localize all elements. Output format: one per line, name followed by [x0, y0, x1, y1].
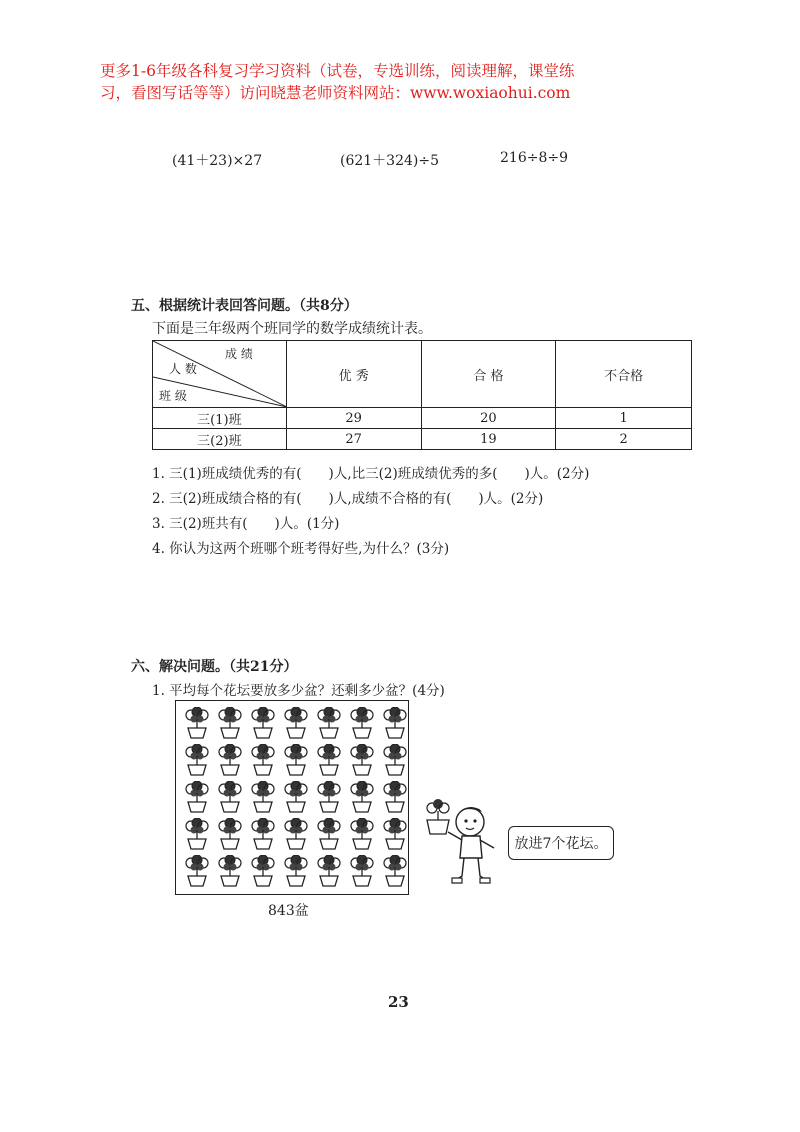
- potted-flower-icon: [347, 818, 377, 851]
- potted-flower-icon: [248, 781, 278, 814]
- potted-flower-icon: [248, 855, 278, 888]
- garden-caption: 843盆: [268, 903, 309, 919]
- potted-flower-icon: [380, 781, 410, 814]
- score-stats-table: [152, 340, 692, 450]
- potted-flower-icon: [215, 707, 245, 740]
- potted-flower-icon: [248, 818, 278, 851]
- potted-flower-icon: [314, 744, 344, 777]
- cell-value: 2: [556, 429, 692, 450]
- pot-row: [182, 855, 410, 888]
- potted-flower-icon: [281, 818, 311, 851]
- cell-value: 1: [556, 408, 692, 429]
- section-6-title: 六、解决问题。（共21分）: [131, 659, 298, 675]
- speech-text: 放进7个花坛。: [514, 836, 608, 852]
- potted-flower-icon: [182, 855, 212, 888]
- potted-flower-icon: [281, 855, 311, 888]
- site-banner: [100, 60, 720, 104]
- potted-flower-icon: [281, 707, 311, 740]
- potted-flower-icon: [314, 707, 344, 740]
- pot-row: [182, 707, 410, 740]
- cell-value: 29: [286, 408, 421, 429]
- expression-3: 216÷8÷9: [500, 150, 568, 166]
- column-header-excellent: 优 秀: [286, 341, 421, 408]
- speech-bubble: [508, 826, 614, 860]
- potted-flower-icon: [281, 781, 311, 814]
- potted-flower-icon: [215, 855, 245, 888]
- question-5-1: 1. 三(1)班成绩优秀的有( )人,比三(2)班成绩优秀的多( )人。(2分): [152, 466, 590, 482]
- cell-value: 19: [421, 429, 556, 450]
- potted-flower-icon: [380, 818, 410, 851]
- potted-flower-icon: [182, 707, 212, 740]
- table-row: [153, 429, 692, 450]
- table-corner-cell: [153, 341, 287, 408]
- potted-flower-icon: [347, 744, 377, 777]
- potted-flower-icon: [314, 855, 344, 888]
- question-5-4: 4. 你认为这两个班哪个班考得好些,为什么？(3分): [152, 541, 450, 557]
- table-row: [153, 408, 692, 429]
- question-5-2: 2. 三(2)班成绩合格的有( )人,成绩不合格的有( )人。(2分): [152, 491, 544, 507]
- row-class-label: 三(1)班: [153, 408, 287, 429]
- section-5-intro: 下面是三年级两个班同学的数学成绩统计表。: [152, 321, 432, 337]
- potted-flower-icon: [281, 744, 311, 777]
- boy-holding-pot-illustration: [422, 796, 508, 888]
- potted-flower-icon: [215, 818, 245, 851]
- cell-value: 27: [286, 429, 421, 450]
- potted-flower-icon: [182, 744, 212, 777]
- potted-flower-icon: [248, 744, 278, 777]
- potted-flower-icon: [347, 781, 377, 814]
- banner-line-2: 习，看图写话等等）访问晓慧老师资料网站：www.woxiaohui.com: [100, 84, 571, 102]
- potted-flower-icon: [215, 781, 245, 814]
- pot-row: [182, 781, 410, 814]
- expression-1: (41＋23)×27: [172, 153, 263, 169]
- potted-flower-icon: [215, 744, 245, 777]
- flower-pot-box: [175, 700, 409, 895]
- pot-row: [182, 744, 410, 777]
- page-number: 23: [388, 993, 409, 1011]
- potted-flower-icon: [314, 818, 344, 851]
- pot-row: [182, 818, 410, 851]
- potted-flower-icon: [182, 781, 212, 814]
- potted-flower-icon: [347, 855, 377, 888]
- potted-flower-icon: [182, 818, 212, 851]
- cell-value: 20: [421, 408, 556, 429]
- potted-flower-icon: [380, 707, 410, 740]
- potted-flower-icon: [248, 707, 278, 740]
- expression-2: (621＋324)÷5: [340, 153, 440, 169]
- banner-line-1: 更多1-6年级各科复习学习资料（试卷，专选训练，阅读理解，课堂练: [100, 62, 575, 80]
- question-5-3: 3. 三(2)班共有( )人。(1分): [152, 516, 340, 532]
- table-header-row: [153, 341, 692, 408]
- potted-flower-icon: [380, 744, 410, 777]
- row-class-label: 三(2)班: [153, 429, 287, 450]
- potted-flower-icon: [347, 707, 377, 740]
- column-header-fail: 不合格: [556, 341, 692, 408]
- potted-flower-icon: [314, 781, 344, 814]
- potted-flower-icon: [380, 855, 410, 888]
- question-6-1: 1. 平均每个花坛要放多少盆？还剩多少盆？(4分): [152, 683, 445, 699]
- section-5-title: 五、根据统计表回答问题。（共8分）: [131, 298, 358, 314]
- corner-label-score: 成 绩: [225, 347, 253, 361]
- corner-label-class: 班 级: [159, 389, 187, 403]
- column-header-pass: 合 格: [421, 341, 556, 408]
- corner-label-count: 人 数: [169, 362, 197, 376]
